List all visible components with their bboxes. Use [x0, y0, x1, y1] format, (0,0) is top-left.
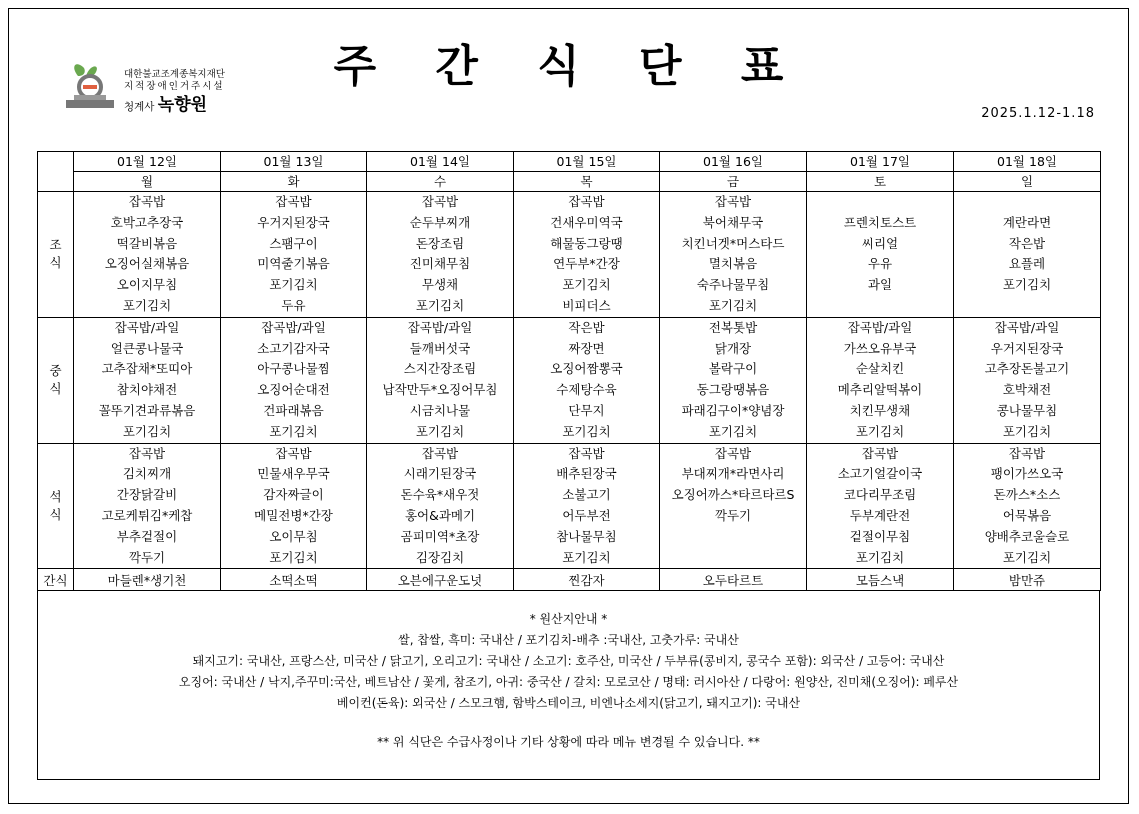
meal-label-lunch	[38, 317, 74, 443]
menu-item: 포기김치	[269, 423, 318, 439]
menu-item: 포기김치	[708, 297, 758, 313]
meal-cell	[954, 192, 1101, 318]
menu-item: 수제탕수육	[556, 382, 617, 398]
menu-item: 부대찌개*라면사리	[681, 466, 785, 482]
day-date-text: 01월 13일	[263, 154, 324, 169]
day-date-text: 01월 16일	[703, 154, 763, 169]
menu-item: 우거지된장국	[990, 340, 1064, 356]
day-weekday	[660, 172, 807, 192]
menu-item: 스지간장조림	[403, 361, 477, 377]
menu-item: 잡곡밥	[128, 194, 166, 209]
day-weekday	[954, 172, 1101, 192]
menu-item: 미역줄기볶음	[257, 256, 330, 272]
menu-item: 잡곡밥	[714, 445, 752, 461]
org-logo	[62, 62, 242, 115]
menu-item: 단무지	[568, 402, 605, 418]
meal-cell	[660, 192, 807, 318]
snack-cell: 마들렌*생기천	[74, 569, 221, 591]
meal-cell	[660, 443, 807, 569]
menu-item: 포기김치	[269, 549, 318, 565]
menu-item: 깍두기	[714, 507, 752, 523]
meal-cell	[74, 317, 221, 443]
meal-label-char: 식	[49, 255, 62, 271]
menu-item: 포기김치	[1002, 423, 1052, 439]
menu-item: 짜장면	[568, 340, 605, 356]
menu-change-notice: ** 위 식단은 수급사정이나 기타 상황에 따라 메뉴 변경될 수 있습니다. **	[377, 735, 760, 749]
menu-item: 숙주나물무침	[696, 277, 770, 293]
day-date-text: 01월 18일	[997, 154, 1057, 169]
menu-item: 시래기된장국	[403, 466, 477, 482]
meal-row-lunch	[38, 317, 1101, 443]
menu-item: 어묵볶음	[1002, 507, 1052, 523]
menu-item: 겉절이무침	[849, 528, 911, 544]
menu-item: 오징어짬뽕국	[550, 361, 623, 377]
origin-heading: * 원산지안내 *	[529, 612, 608, 626]
day-date	[74, 152, 221, 172]
menu-item: 돈까스*소스	[993, 487, 1061, 503]
menu-item: 김치찌개	[122, 466, 172, 482]
menu-item: 치킨무생채	[849, 402, 911, 418]
menu-item: 잡곡밥	[1008, 445, 1046, 461]
menu-item: 연두부*간장	[553, 256, 620, 272]
menu-item: 꼴뚜기견과류볶음	[98, 402, 196, 418]
menu-item: 오이지무침	[116, 277, 178, 293]
menu-item: 북어채무국	[702, 214, 764, 230]
day-date-text: 01월 17일	[850, 154, 910, 169]
snack-label: 간식	[38, 569, 74, 591]
corner-cell	[38, 152, 74, 192]
menu-item: 참치야채전	[116, 382, 178, 398]
snack-row	[38, 569, 1101, 591]
day-weekday-text: 금	[726, 174, 740, 189]
meal-cell	[367, 443, 514, 569]
date-row	[38, 152, 1101, 172]
logo-emblem-icon	[62, 62, 118, 112]
date-range: 2025.1.12-1.18	[981, 106, 1095, 121]
menu-item: 두부계란전	[849, 507, 911, 523]
menu-item: 돈장조림	[415, 235, 465, 251]
menu-item: 간장닭갈비	[116, 487, 178, 503]
origin-line: 베이컨(돈육): 외국산 / 스모크햄, 함박스테이크, 비엔나소세지(닭고기, 돼지고기): 국내산	[336, 696, 801, 710]
menu-item: 잡곡밥	[568, 194, 605, 209]
menu-item: 우유	[867, 256, 893, 272]
menu-item: 해물동그랑땡	[550, 235, 623, 251]
menu-item: 건파래볶음	[263, 402, 324, 418]
meal-label-char: 식	[49, 506, 62, 522]
menu-item: 과일	[867, 277, 893, 293]
menu-item: 동그랑땡볶음	[696, 382, 770, 398]
menu-item: 포기김치	[1002, 277, 1052, 293]
meal-cell	[367, 317, 514, 443]
menu-item: 포기김치	[415, 297, 465, 313]
menu-item: 참나물무침	[556, 528, 617, 544]
menu-item: 시금치나물	[409, 402, 471, 418]
menu-item: 파래김구이*양념장	[681, 402, 785, 418]
menu-item: 오이무침	[269, 528, 318, 544]
menu-item: 진미채무침	[409, 256, 471, 272]
day-weekday-text: 토	[873, 174, 887, 189]
day-date	[660, 152, 807, 172]
menu-item: 오징어순대전	[257, 382, 330, 398]
page-title: 주 간 식 단 표	[333, 41, 806, 92]
menu-item: 스팸구이	[269, 235, 318, 251]
menu-item: 비피더스	[562, 297, 611, 313]
day-date-text: 01월 15일	[556, 154, 617, 169]
day-weekday-text: 목	[580, 174, 593, 189]
org-name-line1: 대한불교조계종복지재단	[124, 69, 225, 80]
menu-item: 홍어&과메기	[404, 507, 476, 523]
menu-item: 포기김치	[1002, 549, 1052, 565]
menu-item: 아구콩나물찜	[257, 361, 330, 377]
menu-item: 고추잡채*또띠아	[101, 361, 193, 377]
menu-item: 감자짜글이	[263, 487, 324, 503]
menu-item: 순살치킨	[855, 361, 905, 377]
day-date-text: 01월 14일	[410, 154, 470, 169]
menu-item: 포기김치	[855, 423, 905, 439]
menu-item: 가쓰오유부국	[843, 340, 917, 356]
meal-cell	[807, 443, 954, 569]
menu-item: 팽이가쓰오국	[990, 466, 1064, 482]
menu-item: 우거지된장국	[257, 214, 330, 230]
meal-label-char: 식	[49, 381, 62, 397]
meal-cell	[807, 192, 954, 318]
menu-item: 잡곡밥/과일	[847, 319, 913, 335]
menu-item: 소불고기	[562, 487, 611, 503]
menu-item: 호박채전	[1002, 382, 1052, 398]
meal-cell	[74, 192, 221, 318]
menu-item: 콩나물무침	[996, 402, 1058, 418]
menu-item: 메추리알떡볶이	[837, 382, 923, 398]
menu-item: 코다리무조림	[843, 487, 917, 503]
menu-item: 건새우미역국	[550, 214, 623, 230]
menu-item: 두유	[281, 297, 306, 313]
day-weekday	[74, 172, 221, 192]
menu-item: 돈수육*새우젓	[400, 487, 480, 503]
menu-item	[660, 548, 806, 569]
meal-label-char: 중	[49, 363, 62, 379]
menu-item: 깍두기	[128, 549, 166, 565]
menu-item: 닭개장	[714, 340, 752, 356]
day-date	[221, 152, 367, 172]
menu-item: 메밀전병*간장	[254, 507, 333, 523]
menu-item: 어두부전	[562, 507, 611, 523]
menu-item: 고로케튀김*케찹	[101, 507, 193, 523]
menu-item: 작은밥	[568, 319, 605, 335]
menu-item: 오징어실채볶음	[104, 256, 190, 272]
org-name-line2: 지적장애인거주시설	[124, 81, 225, 92]
meal-label-dinner	[38, 443, 74, 569]
day-date	[954, 152, 1101, 172]
snack-cell: 소떡소떡	[221, 569, 367, 591]
org-name-line3	[124, 90, 207, 115]
day-date	[367, 152, 514, 172]
menu-item: 잡곡밥	[275, 194, 312, 209]
menu-item	[807, 296, 953, 317]
menu-item: 씨리얼	[861, 235, 899, 251]
menu-item: 전복톳밥	[708, 319, 758, 335]
meal-cell	[660, 317, 807, 443]
menu-item: 곰피미역*초장	[400, 528, 480, 544]
menu-item: 납작만두*오징어무침	[382, 382, 498, 398]
menu-item: 포기김치	[562, 549, 611, 565]
meal-cell	[221, 317, 367, 443]
menu-item: 포기김치	[122, 297, 172, 313]
day-weekday	[807, 172, 954, 192]
menu-item: 떡갈비볶음	[116, 235, 178, 251]
meal-cell	[954, 443, 1101, 569]
menu-item: 프렌치토스트	[843, 214, 917, 230]
day-weekday	[514, 172, 660, 192]
snack-cell: 찐감자	[514, 569, 660, 591]
snack-cell: 오븐에구운도넛	[367, 569, 514, 591]
snack-cell: 모듬스낵	[807, 569, 954, 591]
day-weekday-text: 화	[287, 174, 300, 189]
menu-item	[660, 527, 806, 548]
menu-item: 호박고추장국	[110, 214, 184, 230]
day-weekday-text: 월	[140, 174, 154, 189]
menu-item: 얼큰콩나물국	[110, 340, 184, 356]
menu-item: 들깨버섯국	[409, 340, 471, 356]
origin-line: 쌀, 찹쌀, 흑미: 국내산 / 포기김치-배추 :국내산, 고춧가루: 국내산	[398, 633, 739, 647]
menu-item: 포기김치	[269, 277, 318, 293]
menu-item: 부추겉절이	[116, 528, 178, 544]
meal-cell	[367, 192, 514, 318]
menu-item: 작은밥	[1008, 235, 1046, 251]
day-weekday	[221, 172, 367, 192]
menu-item: 포기김치	[122, 423, 172, 439]
menu-item: 잡곡밥	[421, 445, 459, 461]
snack-cell: 오두타르트	[660, 569, 807, 591]
menu-item: 포기김치	[415, 423, 465, 439]
menu-item: 소고기얼갈이국	[837, 466, 923, 482]
origin-notice	[37, 590, 1100, 780]
menu-item: 포기김치	[562, 277, 611, 293]
weekday-row	[38, 172, 1101, 192]
day-weekday-text: 수	[433, 174, 447, 189]
meal-row-dinner	[38, 443, 1101, 569]
menu-table	[37, 151, 1101, 591]
menu-item: 포기김치	[708, 423, 758, 439]
org-name: 녹향원	[157, 95, 208, 115]
menu-item: 무생채	[421, 277, 459, 293]
meal-label-char: 조	[49, 237, 62, 253]
meal-cell	[74, 443, 221, 569]
day-date	[514, 152, 660, 172]
menu-item: 잡곡밥	[861, 445, 899, 461]
meal-cell	[221, 443, 367, 569]
menu-item: 잡곡밥/과일	[261, 319, 326, 335]
menu-item: 멸치볶음	[708, 256, 758, 272]
meal-cell	[514, 317, 660, 443]
origin-line: 오징어: 국내산 / 낙지,주꾸미:국산, 베트남산 / 꽃게, 참조기, 아귀: 중국산 / 갈치: 모로코산 / 명태: 러시아산 / 다랑어: 원양산, 진미채(오징어): 페루산	[178, 675, 959, 689]
menu-item: 잡곡밥	[421, 194, 459, 209]
menu-item: 요플레	[1008, 256, 1046, 272]
menu-item: 포기김치	[562, 423, 611, 439]
meal-cell	[514, 192, 660, 318]
menu-item: 김장김치	[415, 549, 465, 565]
meal-row-breakfast	[38, 192, 1101, 318]
menu-item: 오징어까스*타르타르S	[671, 487, 795, 503]
meal-cell	[807, 317, 954, 443]
menu-item: 치킨너겟*머스타드	[681, 235, 785, 251]
day-date-text: 01월 12일	[117, 154, 177, 169]
menu-item: 잡곡밥/과일	[114, 319, 180, 335]
day-weekday-text: 일	[1020, 174, 1034, 189]
day-weekday	[367, 172, 514, 192]
menu-item: 잡곡밥	[568, 445, 605, 461]
org-prefix: 청계사	[124, 101, 155, 113]
menu-item: 민물새우무국	[257, 466, 330, 482]
menu-item: 포기김치	[855, 549, 905, 565]
menu-item	[807, 192, 953, 213]
menu-item: 순두부찌개	[409, 214, 471, 230]
menu-item: 배추된장국	[556, 466, 617, 482]
menu-item	[954, 296, 1100, 317]
day-date	[807, 152, 954, 172]
meal-cell	[221, 192, 367, 318]
menu-item: 고추장돈불고기	[984, 361, 1070, 377]
meal-cell	[954, 317, 1101, 443]
menu-item: 잡곡밥	[275, 445, 312, 461]
menu-item: 잡곡밥	[128, 445, 166, 461]
meal-label-breakfast	[38, 192, 74, 318]
menu-item: 계란라면	[1002, 214, 1052, 230]
origin-line: 돼지고기: 국내산, 프랑스산, 미국산 / 닭고기, 오리고기: 국내산 / 소고기: 호주산, 미국산 / 두부류(콩비지, 콩국수 포함): 외국산 / 고등어: 국내산	[192, 654, 945, 668]
menu-item: 양배추코울슬로	[984, 528, 1070, 544]
menu-item: 소고기감자국	[257, 340, 330, 356]
menu-item: 잡곡밥	[714, 194, 752, 209]
menu-item	[954, 192, 1100, 213]
menu-item: 볼락구이	[708, 361, 758, 377]
menu-item: 잡곡밥/과일	[994, 319, 1060, 335]
menu-item: 잡곡밥/과일	[407, 319, 473, 335]
meal-label-char: 석	[49, 488, 62, 504]
meal-cell	[514, 443, 660, 569]
snack-cell: 밤만쥬	[954, 569, 1101, 591]
